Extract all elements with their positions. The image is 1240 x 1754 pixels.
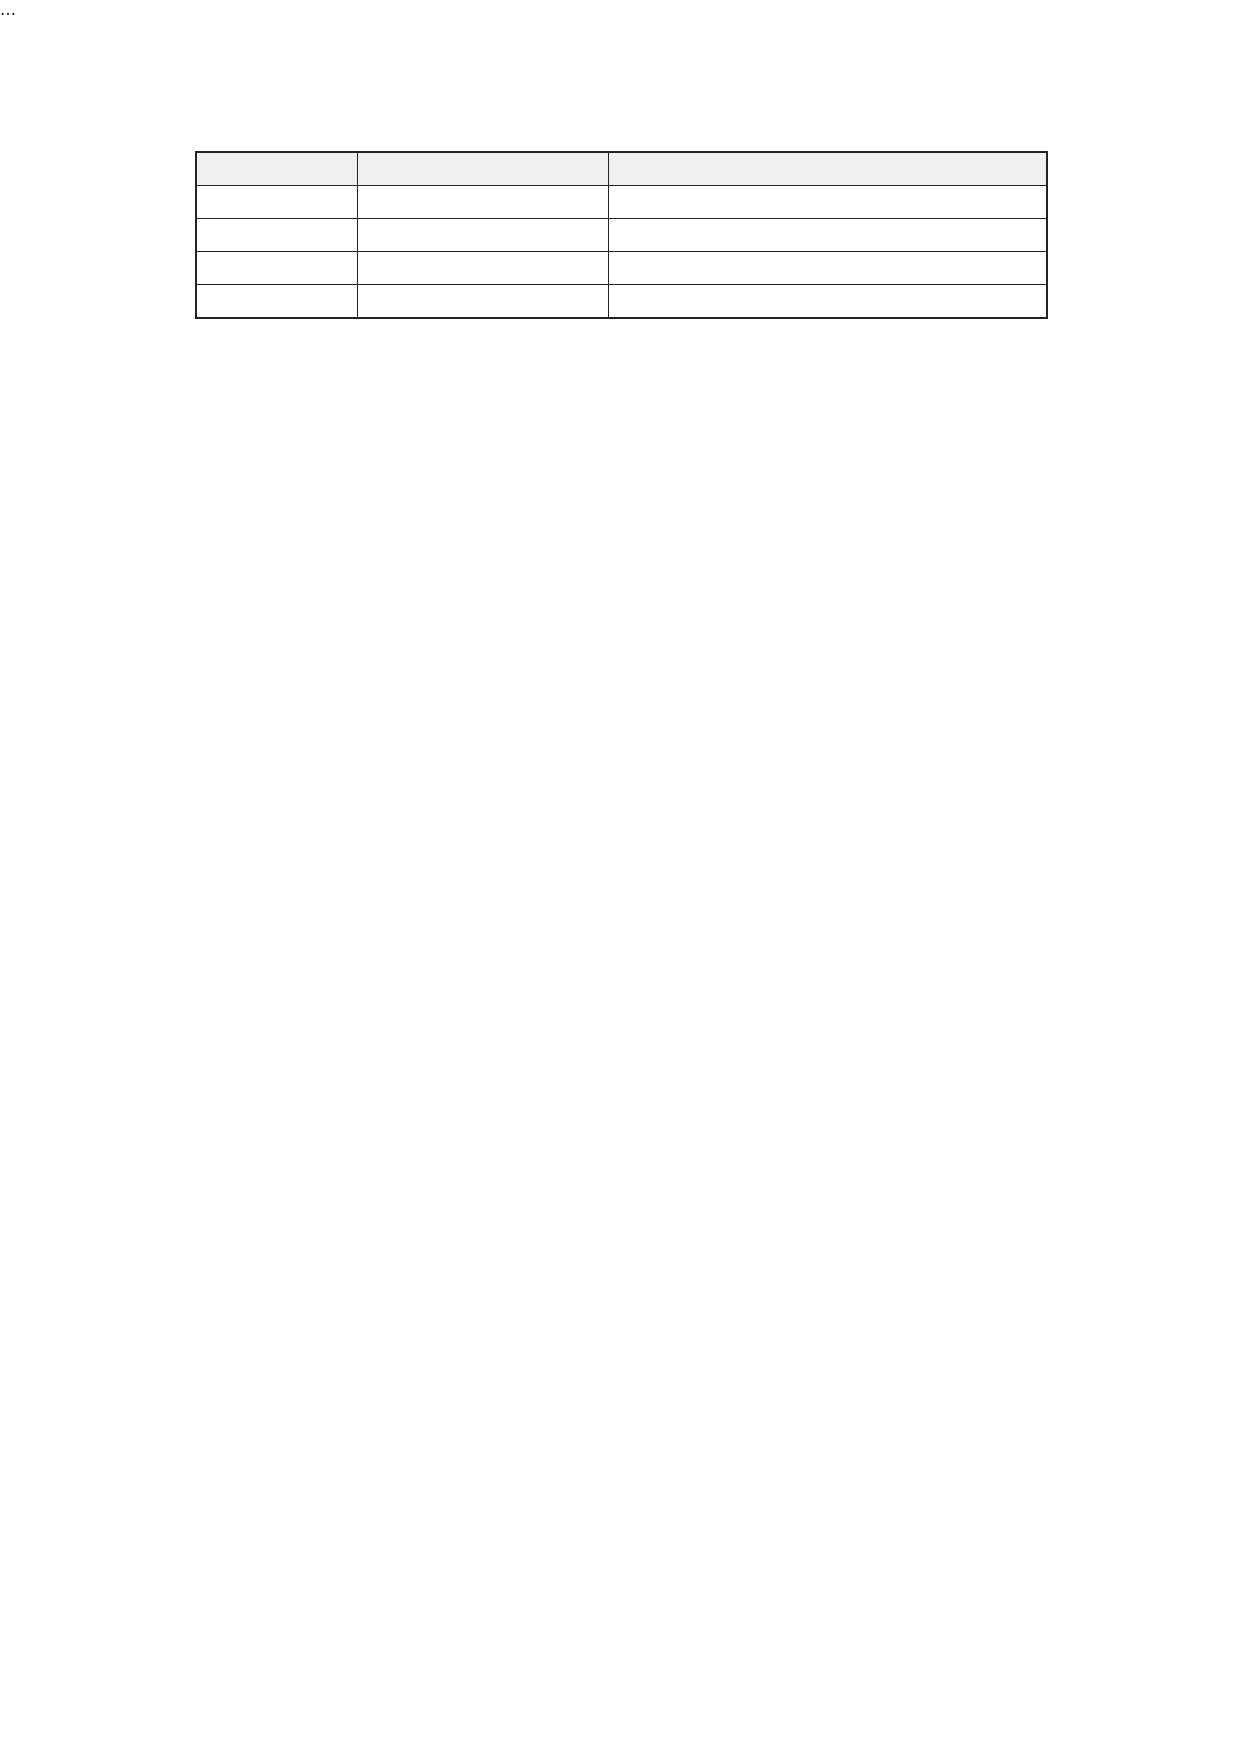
table-cell (358, 252, 609, 285)
table-cell (196, 219, 358, 252)
table-header-cell (196, 152, 358, 186)
table-cell (196, 285, 358, 318)
table-row (196, 285, 1047, 318)
table-row (196, 219, 1047, 252)
table-cell (609, 285, 1048, 318)
table-cell (609, 186, 1048, 219)
table-header-row (196, 152, 1047, 186)
table-header-cell (609, 152, 1048, 186)
table-cell (196, 252, 358, 285)
button-function-table (195, 151, 1048, 319)
table-header-cell (358, 152, 609, 186)
table-row (196, 186, 1047, 219)
table-cell (358, 219, 609, 252)
table-cell (609, 219, 1048, 252)
table-cell (358, 186, 609, 219)
table-cell (609, 252, 1048, 285)
table-cell (196, 186, 358, 219)
table-row (196, 252, 1047, 285)
table-cell (358, 285, 609, 318)
